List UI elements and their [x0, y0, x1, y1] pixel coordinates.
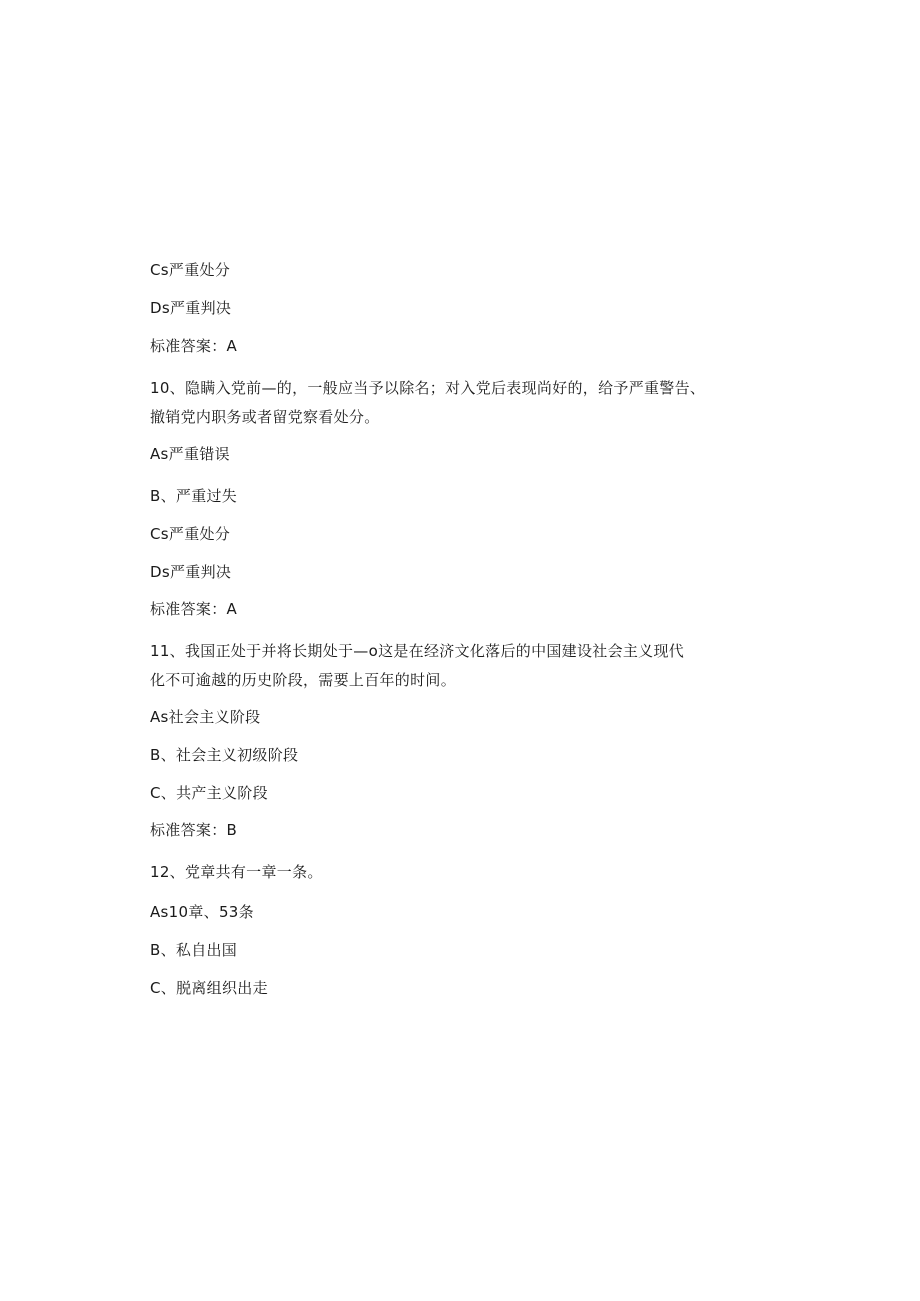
q12-text-line1: 12、党章共有一章一条。 — [150, 863, 323, 881]
q10-option-b: B、严重过失 — [150, 487, 238, 505]
q12-option-c: C、脱离组织出走 — [150, 979, 268, 997]
prev-option-d: Ds严重判决 — [150, 299, 232, 317]
q11-text-line1: 11、我国正处于并将长期处于—o这是在经济文化落后的中国建设社会主义现代 — [150, 642, 685, 660]
q10-answer: 标准答案：A — [150, 600, 238, 618]
q10-text-line1: 10、隐瞒入党前—的，一般应当予以除名；对入党后表现尚好的，给予严重警告、 — [150, 379, 706, 397]
q12-option-b: B、私自出国 — [150, 941, 238, 959]
prev-option-c: Cs严重处分 — [150, 261, 231, 279]
q11-text-line2: 化不可逾越的历史阶段，需要上百年的时间。 — [150, 671, 457, 689]
q10-text-line2: 撤销党内职务或者留党察看处分。 — [150, 408, 380, 426]
q11-option-b: B、社会主义初级阶段 — [150, 746, 299, 764]
q10-option-d: Ds严重判决 — [150, 563, 232, 581]
q11-answer: 标准答案：B — [150, 821, 238, 839]
q11-option-c: C、共产主义阶段 — [150, 784, 268, 802]
prev-answer: 标准答案：A — [150, 337, 238, 355]
q11-option-a: As社会主义阶段 — [150, 708, 261, 726]
q10-option-a: As严重错误 — [150, 445, 230, 463]
q10-option-c: Cs严重处分 — [150, 525, 231, 543]
q12-option-a: As10章、53条 — [150, 903, 254, 921]
